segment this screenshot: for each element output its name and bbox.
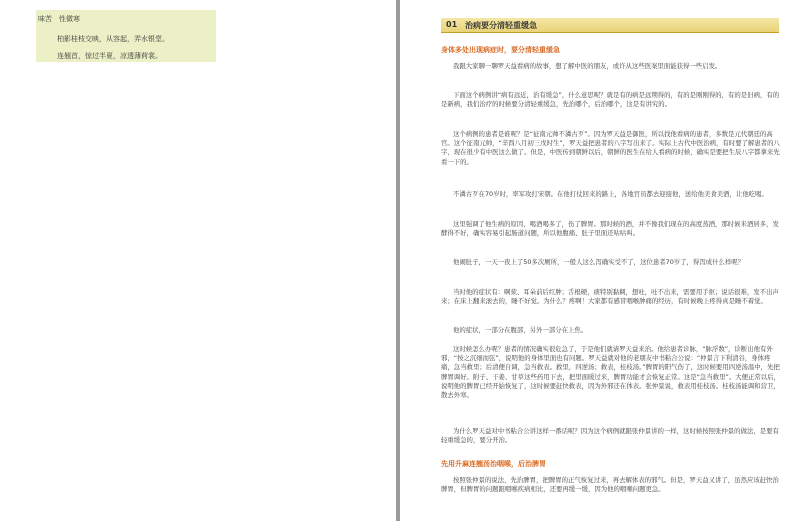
paragraph: 不潾古歹在70岁时，率军攻打宋朝。在他打仗回来的路上，各地官员都去迎接他，送给他美食美酒，让他吃喝。 [453,190,768,198]
herb-property-heading: 味苦 性微寒 [38,15,80,23]
right-page [400,0,798,521]
verse-line-2: 连翘首，惊过半夏，凉透薄荷裳。 [57,52,162,60]
verse-line-1: 柏影桂枝交映，从容起，弄水银堂。 [57,35,169,43]
paragraph: 当时他的症状有：啊欬、耳朵前后红肿；舌根硬，痰特别黏稠，想吐，吐不出来，需要用手抠；说话很难，发不出声来；在床上翻来滚去的，睡不好觉。为什么？疼啊！大家都有感冒咽喉肿痛的经历，有时候晚上疼得真是睡不着觉。 [441,288,779,306]
paragraph: 为什么罗天益对中书粘合公讲这样一番话呢？因为这个病例就跟张仲景讲的一样，这时候按照张仲景的做法，是要有轻重缓急的，要分开治。 [441,427,779,445]
paragraph: 我跟大家聊一聊罗天益看病的故事，想了解中医的朋友，或许从这些医案里面能获得一些启发。 [453,62,722,70]
paragraph: 他闹肚子，一天一夜上了50多次厕所，一般人这么泻确实受不了，这位患者70岁了，得泻成什么样呢？ [453,258,745,266]
left-page [0,0,396,521]
section-heading: 先用升麻连翘汤治咽喉，后治脾胃 [441,460,546,468]
chapter-header-bar [441,18,779,33]
paragraph: 下面这个病例讲“病有远近，治有缓急”，什么意思呢？就是有的病是远期得的，有的是刚刚得的，有的是旧病，有的是新病，我们治疗的时候要分清轻重缓急，先治哪个，后治哪个，这是有讲究的。 [441,91,780,109]
chapter-number: 01 [446,20,458,29]
section-heading: 身体多处出现病症时，要分清轻重缓急 [441,46,560,54]
paragraph: 这里强调了他生病的原因，喝酒喝多了，伤了脾胃。那时候的酒，并不像我们现在的高度蒸酒，那时候米酒居多，发酵得不好，确实容易引起肠道问题，所以他腹痛、肚子里面还咕咕叫。 [441,220,779,238]
paragraph: 这时候怎么办呢？患者的情况确实很危急了，于是他们就请罗天益来治。他给患者诊脉，“脉浮数”，诊断出他有外邪，“按之沉细而弦”，说明他的身体里面也有问题。罗天益就对他的老朋友中书粘合公说：“仲景言下利清谷，身体疼痛，急当救里；后清便自调，急当救表。救里，四逆汤；救表，桂枝汤。”脾胃的阳气伤了，这时候要用四逆汤温中，先把脾胃调好。附子、干姜、甘草这些药用下去，把里面暖过来，脾胃功能才会恢复正常。这是“急当救里”。大便正常以后，说明他的脾胃已经开始恢复了，这时候要赶快救表，因为外邪还在体表。张仲景说，救表用桂枝汤。桂枝汤能调和营卫，散去外寒。 [441,345,780,400]
paragraph: 这个病例的患者是谁呢？是“征南元帅不潾古歹”。因为罗天益是御医，所以找他看病的患者，多数是元代朝廷的高官。这个征南元帅，“辛酉八月初三戊时生”，罗天益把患者的八字写出来了。实际上古代中医治病，有时要了解患者的八字，现在很少有中医这么做了。但是，中医传到朝鲜以后，朝鲜的医生在给人看病的时候，确实是要把生辰八字都拿来先看一下的。 [441,130,780,166]
paragraph: 按照张仲景的说法，先治脾胃，把脾胃的正气恢复过来，再去解体表的邪气。但是，罗天益又讲了，虽然应该赶快治脾胃，但脾胃的问题跟咽喉疾病相比，还要再缓一缓，因为他的咽喉问题更急。 [441,476,779,494]
chapter-title: 治病要分清轻重缓急 [465,21,537,30]
paragraph: 他的症状，一部分在腹部，另外一部分在上焦。 [453,326,588,334]
